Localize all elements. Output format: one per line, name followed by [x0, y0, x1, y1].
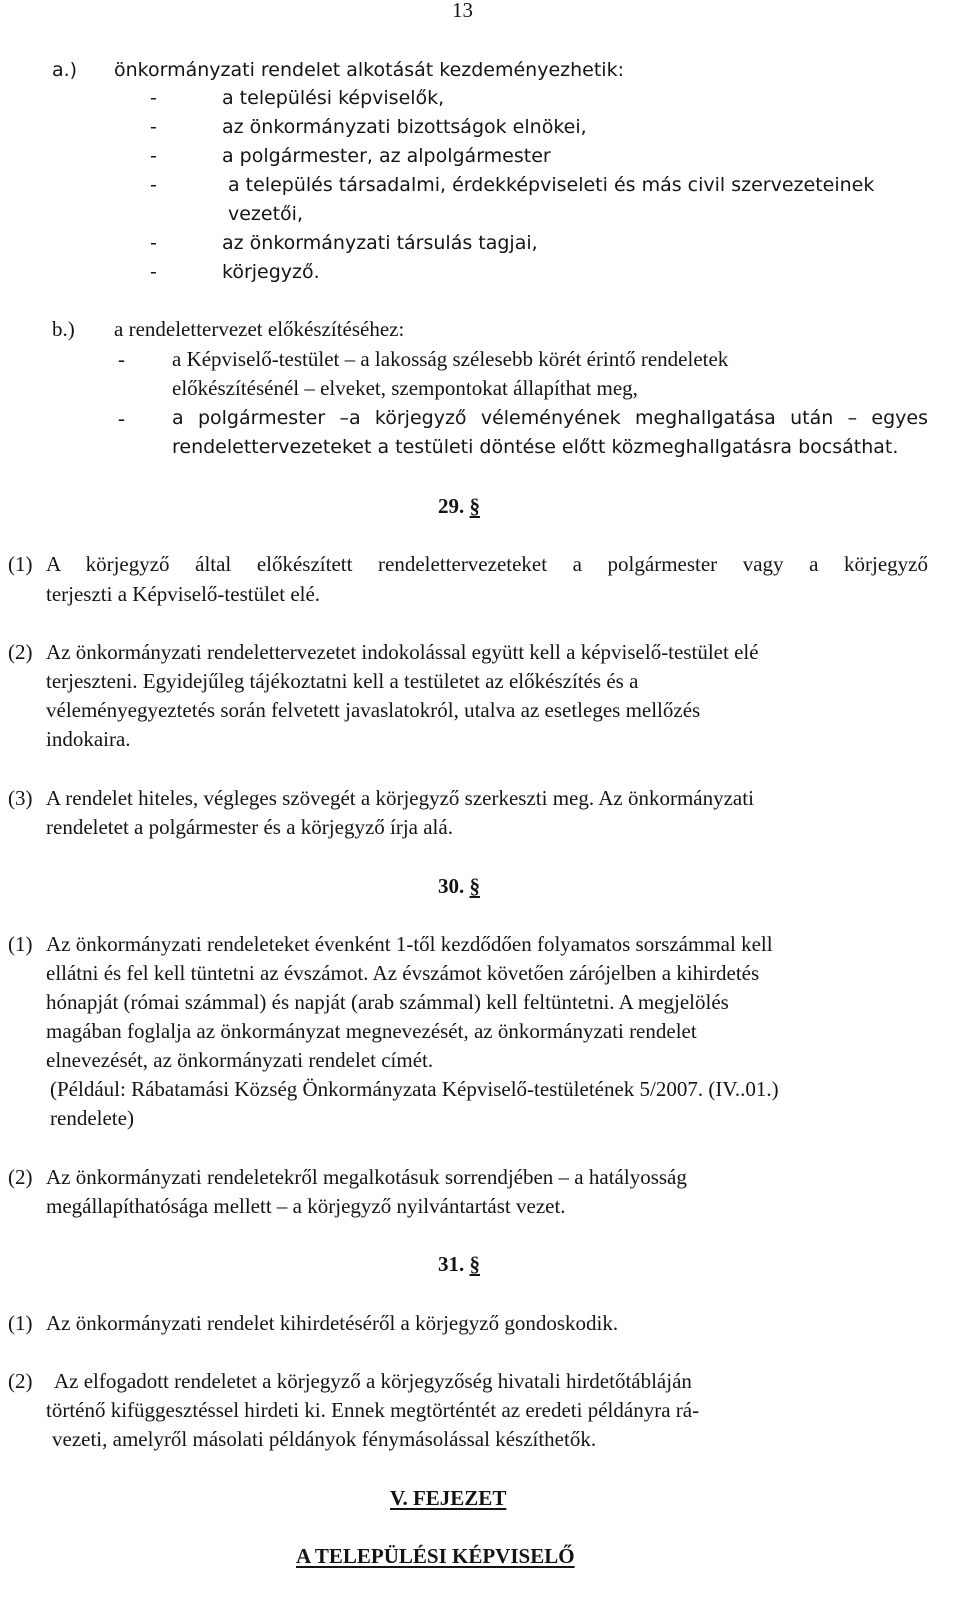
paragraph-line: indokaira.	[46, 727, 131, 751]
section-a-item: vezetői,	[228, 203, 303, 225]
section-a-item: a polgármester, az alpolgármester	[222, 145, 551, 167]
section-b-item2-line2: rendelettervezeteket a testületi döntése előtt közmeghallgatásra bocsáthat.	[172, 436, 899, 458]
paragraph-line: A körjegyző által előkészített rendelettervezeteket a polgármester vagy a körjegyző	[46, 552, 928, 576]
section-number: 29.	[438, 494, 465, 518]
paragraph-label: (1)	[8, 552, 33, 576]
section-heading	[438, 1250, 480, 1279]
section-a-item: az önkormányzati társulás tagjai,	[222, 232, 538, 254]
section-a-item: a település társadalmi, érdekképviseleti és más civil szervezeteinek	[228, 174, 875, 196]
section-number: 30.	[438, 874, 465, 898]
paragraph-line: (Például: Rábatamási Község Önkormányzata Képviselő-testületének 5/2007. (IV..01.)	[50, 1077, 779, 1101]
chapter-title: A TELEPÜLÉSI KÉPVISELŐ	[296, 1544, 575, 1568]
page-number: 13	[452, 0, 473, 22]
section-a-title: önkormányzati rendelet alkotását kezdeményezhetik:	[114, 59, 624, 81]
paragraph-label: (2)	[8, 1165, 33, 1189]
section-a-dash: -	[150, 232, 157, 254]
paragraph-line: rendeletet a polgármester és a körjegyző írja alá.	[46, 815, 453, 839]
paragraph-line: történő kifüggesztéssel hirdeti ki. Ennek megtörténtét az eredeti példányra rá-	[46, 1398, 700, 1422]
section-a-dash: -	[150, 174, 157, 196]
paragraph-line: Az önkormányzati rendeleteket évenként 1-től kezdődően folyamatos sorszámmal kell	[46, 932, 773, 956]
section-a-item: az önkormányzati bizottságok elnökei,	[222, 116, 587, 138]
section-number: 31.	[438, 1252, 465, 1276]
section-b-dash: -	[118, 347, 125, 371]
paragraph-line: terjeszti a Képviselő-testület elé.	[46, 582, 321, 606]
section-b-item1-line2: előkészítésénél – elveket, szempontokat állapíthat meg,	[172, 376, 638, 400]
section-a-label: a.)	[52, 59, 78, 81]
section-sign: §	[469, 874, 480, 898]
section-b-dash: -	[118, 406, 125, 430]
section-a-dash: -	[150, 116, 157, 138]
section-b-label: b.)	[52, 317, 75, 341]
paragraph-line: hónapját (római számmal) és napját (arab számmal) kell feltüntetni. A megjelölés	[46, 990, 729, 1014]
section-a-dash: -	[150, 87, 157, 109]
section-b-item2-line1: a polgármester –a körjegyző véleményének meghallgatása után – egyes	[172, 407, 928, 429]
section-heading	[438, 872, 480, 901]
section-sign: §	[469, 1252, 480, 1276]
paragraph-line: elnevezését, az önkormányzati rendelet címét.	[46, 1048, 434, 1072]
paragraph-label: (2)	[8, 640, 33, 664]
paragraph-line: Az önkormányzati rendelet kihirdetéséről a körjegyző gondoskodik.	[46, 1311, 619, 1335]
paragraph-line: Az önkormányzati rendeletekről megalkotásuk sorrendjében – a hatályosság	[46, 1165, 687, 1189]
section-a-dash: -	[150, 145, 157, 167]
paragraph-line: A rendelet hiteles, végleges szövegét a körjegyző szerkeszti meg. Az önkormányzati	[46, 786, 754, 810]
paragraph-line: Az önkormányzati rendelettervezetet indokolással együtt kell a képviselő-testület elé	[46, 640, 759, 664]
section-a-item: körjegyző.	[222, 261, 320, 283]
paragraph-line: rendelete)	[50, 1106, 134, 1130]
paragraph-line: Az elfogadott rendeletet a körjegyző a körjegyzőség hivatali hirdetőtábláján	[54, 1369, 692, 1393]
paragraph-line: terjeszteni. Egyidejűleg tájékoztatni kell a testületet az előkészítés és a	[46, 669, 639, 693]
section-sign: §	[469, 494, 480, 518]
paragraph-label: (1)	[8, 932, 33, 956]
paragraph-line: megállapíthatósága mellett – a körjegyző nyilvántartást vezet.	[46, 1194, 566, 1218]
paragraph-line: véleményegyeztetés során felvetett javaslatokról, utalva az esetleges mellőzés	[46, 698, 701, 722]
section-a-dash: -	[150, 261, 157, 283]
section-b-item1-line1: a Képviselő-testület – a lakosság szélesebb körét érintő rendeletek	[172, 347, 729, 371]
paragraph-line: ellátni és fel kell tüntetni az évszámot. Az évszámot követően zárójelben a kihirdetés	[46, 961, 760, 985]
paragraph-line: magában foglalja az önkormányzat megnevezését, az önkormányzati rendelet	[46, 1019, 697, 1043]
paragraph-label: (1)	[8, 1311, 33, 1335]
paragraph-line: vezeti, amelyről másolati példányok fénymásolással készíthetők.	[52, 1427, 597, 1451]
section-b-title: a rendelettervezet előkészítéséhez:	[114, 317, 405, 341]
paragraph-label: (3)	[8, 786, 33, 810]
paragraph-label: (2)	[8, 1369, 33, 1393]
section-a-item: a települési képviselők,	[222, 87, 445, 109]
section-heading	[438, 492, 480, 521]
chapter-number: V. FEJEZET	[390, 1486, 507, 1510]
